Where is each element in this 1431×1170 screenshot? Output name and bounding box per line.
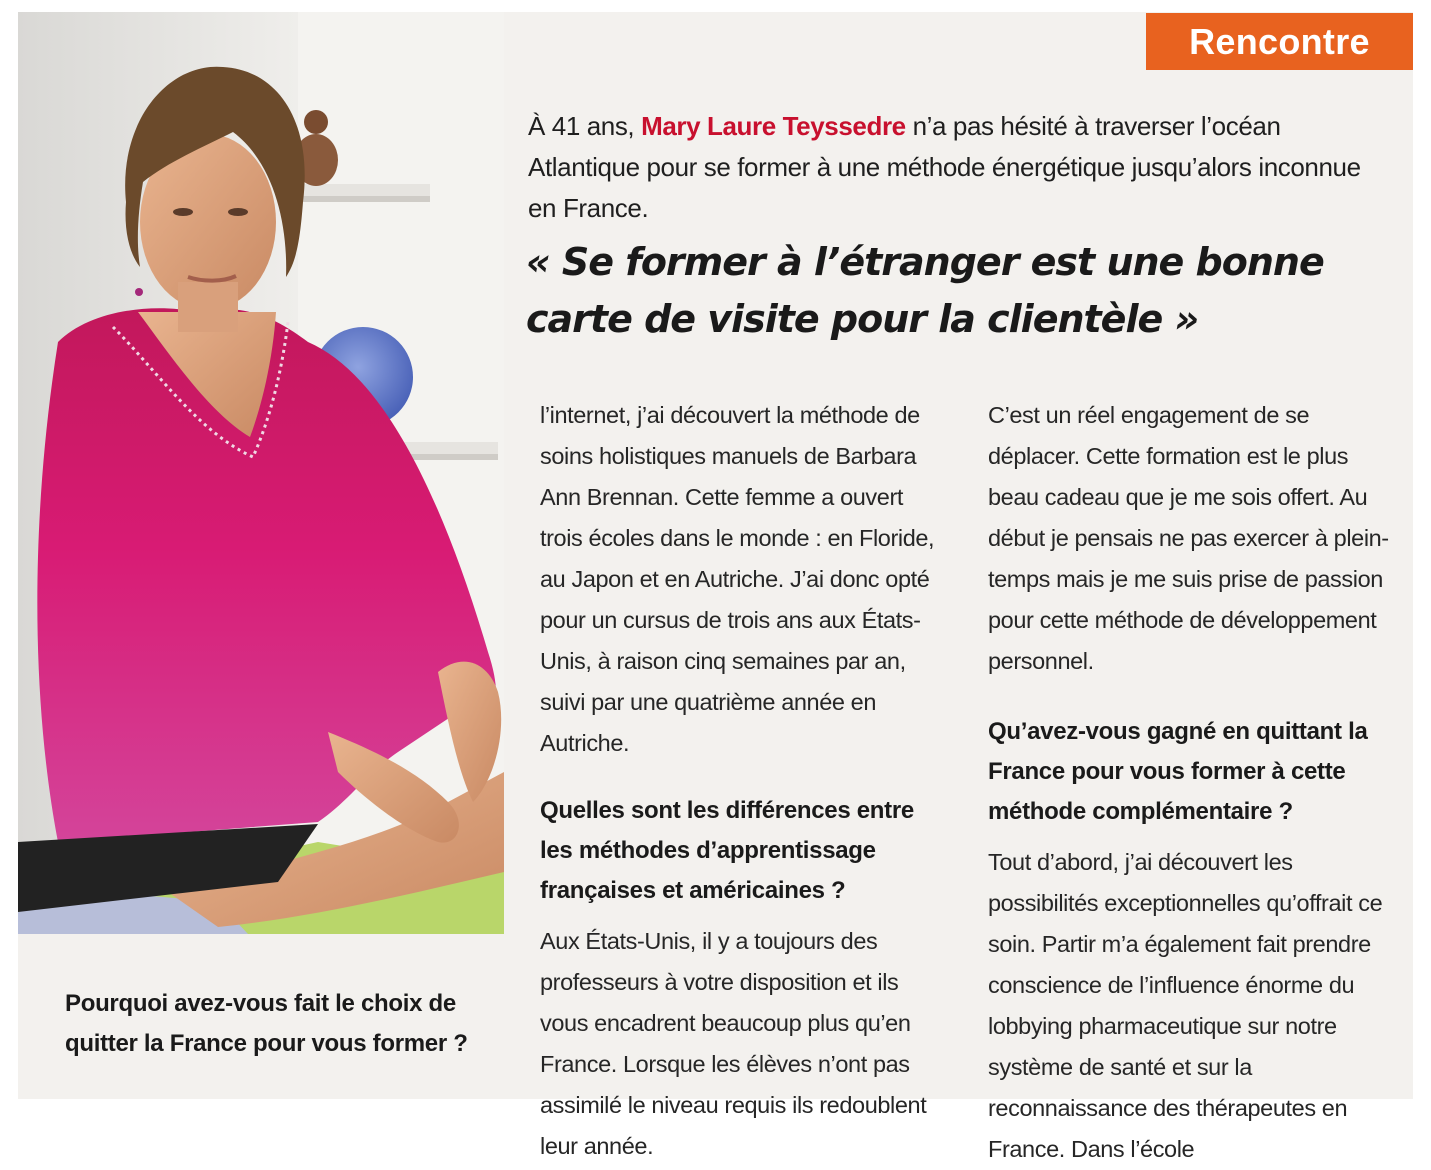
portrait-photo: [18, 12, 504, 934]
section-badge: Rencontre: [1146, 13, 1413, 70]
magazine-page: [18, 12, 1413, 1162]
col2-paragraph-2: Tout d’abord, j’ai découvert les possibilités exceptionnelles qu’offrait ce soin. Partir m’a également fait prendre conscience de l’influence énorme du lobbying pharmaceutique sur notre système de santé et sur la reconnaissance des thérapeutes en France. Dans l’école: [988, 849, 1383, 1162]
left-question: Pourquoi avez-vous fait le choix de quitter la France pour vous former ?: [65, 990, 468, 1057]
headline-quote: « Se former à l’étranger est une bonne carte de visite pour la clientèle »: [526, 240, 1324, 341]
person-name: Mary Laure Teyssedre: [641, 111, 906, 141]
col2-paragraph-1: C’est un réel engagement de se déplacer. Cette formation est le plus beau cadeau que je me sois offert. Au début je pensais ne pas exercer à plein-temps mais je me suis prise de passion pour cette méthode de développement personnel.: [988, 402, 1389, 674]
intro-paragraph: [528, 106, 1388, 229]
col1-question: Quelles sont les différences entre les méthodes d’apprentissage françaises et américaines ?: [540, 797, 914, 904]
col1-paragraph-1: l’internet, j’ai découvert la méthode de soins holistiques manuels de Barbara Ann Brennan. Cette femme a ouvert trois écoles dans le monde : en Floride, au Japon et en Autriche. J’ai donc opté pour un cursus de trois ans aux États-Unis, à raison cinq semaines par an, suivi par une quatrième année en Autriche.: [540, 402, 935, 756]
article-column-2: [988, 395, 1398, 1170]
intro-prefix: À 41 ans,: [528, 111, 642, 141]
intro-suffix: n’a pas hésité à traverser l’océan Atlantique pour se former à une méthode énergétique jusqu’alors inconnue en France.: [528, 111, 1361, 223]
col1-paragraph-2: Aux États-Unis, il y a toujours des professeurs à votre disposition et ils vous encadrent beaucoup plus qu’en France. Lorsque les élèves n’ont pas assimilé le niveau requis ils redoublent leur année.: [540, 928, 927, 1159]
article-column-1: [540, 395, 950, 1167]
col2-question: Qu’avez-vous gagné en quittant la France pour vous former à cette méthode complémentaire ?: [988, 718, 1368, 825]
